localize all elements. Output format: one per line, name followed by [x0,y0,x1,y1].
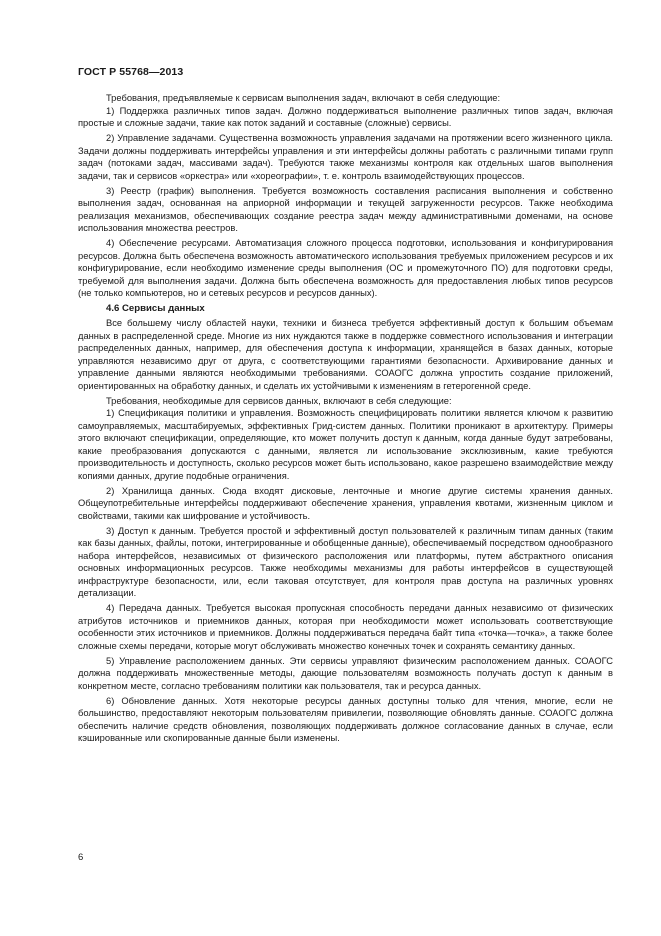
paragraph: 1) Спецификация политики и управления. Возможность специфицировать политики является ключом к развитию самоуправляемых, масштабируемых, эффективных Грид-систем данных. Политики проникают в архитектуру. Примеры этого включают спецификации, определяющие, кто может получить доступ к данным, когда данные будут затребованы, какие преобразования допускаются с данными, является ли использование эксклюзивным, какие требуются производительность и доступность, сколько ресурсов может быть использовано, какое разрешено взаимодействие между копиями данных, другие подобные ограничения. [78,408,613,481]
document-header: ГОСТ Р 55768—2013 [78,66,184,78]
paragraph: 5) Управление расположением данных. Эти сервисы управляют физическим расположением данных. СОАОГС должна поддерживать множественные методы, дающие пользователям возможность получать доступ к данным в конкретном месте, согласно требованиям политики как пользователя, так и ресурса данных. [78,655,613,691]
paragraph: 6) Обновление данных. Хотя некоторые ресурсы данных доступны только для чтения, многие, если не большинство, предоставляют некоторым пользователям привилегии, позволяющие обновлять данные. СОАОГС должна обеспечить наличие средств обновления, позволяющих поддерживать должное согласование данных в случае, если кэшированные или скопированные данные были изменены. [78,695,613,743]
paragraph: 2) Управление задачами. Существенна возможность управления задачами на протяжении всего жизненного цикла. Задачи должны поддерживать интерфейсы управления и эти интерфейсы должны работать с различными типами групп задач (потоками задач, массивами задач). Требуются также механизмы контроля как отдельных шагов выполнения задачи, так и сервисов «оркестра» или «хореографии», т. е. контроль взаимодействующих процессов. [78,133,613,181]
paragraph: 4) Обеспечение ресурсами. Автоматизация сложного процесса подготовки, использования и конфигурирования ресурсов. Должна быть обеспечена возможность автоматического использования требуемых приложением ресурсов и их конфигурирование, если необходимо изменение среды выполнения (ОС и промежуточного ПО) для подготовки среды, требуемой для выполнения задачи. Должна быть обеспечена возможность для предоставления любых типов ресурсов (не только компьютеров, но и сетевых ресурсов и ресурсов данных). [78,238,613,298]
paragraph: 4) Передача данных. Требуется высокая пропускная способность передачи данных независимо от физических атрибутов источников и приемников данных, которая при необходимости может использовать соответствующие особенности этих источников и приемников. Должны поддерживаться передача байт типа «точка—точка», а также более сложные схемы передачи, которые могут обслуживать множество конечных точек и сохранять семантику данных. [78,603,613,651]
paragraph: 2) Хранилища данных. Сюда входят дисковые, ленточные и многие другие системы хранения данных. Общеупотребительные интерфейсы поддерживают обеспечение хранения, управления квотами, жизненным циклом и свойствами, такими как шифрование и устойчивость. [78,485,613,521]
paragraph: Требования, предъявляемые к сервисам выполнения задач, включают в себя следующие: [106,93,501,103]
paragraph: Требования, необходимые для сервисов данных, включают в себя следующие: [106,395,452,406]
page-number: 6 [78,852,84,863]
document-body [78,92,613,745]
section-heading: 4.6 Сервисы данных [106,302,205,314]
paragraph: 3) Доступ к данным. Требуется простой и эффективный доступ пользователей к различным типам данных (таким как базы данных, файлы, потоки, интегрированные и обобщенные данные), обеспечиваемый посредством однообразного набора интерфейсов, независимых от физического расположения или платформы, путем абстрактного описания основных информационных ресурсов. Также необходимы механизмы для работы интерфейсов в существующей инфраструктуре безопасности, или, если таковая отсутствует, для контроля прав доступа на различных уровнях детализации. [78,525,613,598]
paragraph: Все большему числу областей науки, техники и бизнеса требуется эффективный доступ к большим объемам данных в распределенной среде. Многие из них нуждаются также в поддержке совместного использования и интеграции распределенных данных, например, для обеспечения доступа к информации, хранящейся в базах данных, которые управляются независимо друг от друга, с соответствующими гарантиями безопасности. Архивирование данных и управление данными являются необходимыми требованиями. СОАОГС должна упростить создание приложений, ориентированных на обработку данных, и сделать их устойчивыми к изменениям в гетерогенной среде. [78,318,613,391]
paragraph: 1) Поддержка различных типов задач. Должно поддерживаться выполнение различных типов задач, включая простые и сложные задачи, такие как поток заданий и составные (сложные) сервисы. [78,105,613,128]
paragraph: 3) Реестр (график) выполнения. Требуется возможность составления расписания выполнения и собственно выполнения задач, основанная на априорной информации и текущей загруженности ресурсов. Также необходима реализация механизмов, обеспечивающих создание реестра задач между административными доменами, на основе использования множества реестров. [78,185,613,233]
